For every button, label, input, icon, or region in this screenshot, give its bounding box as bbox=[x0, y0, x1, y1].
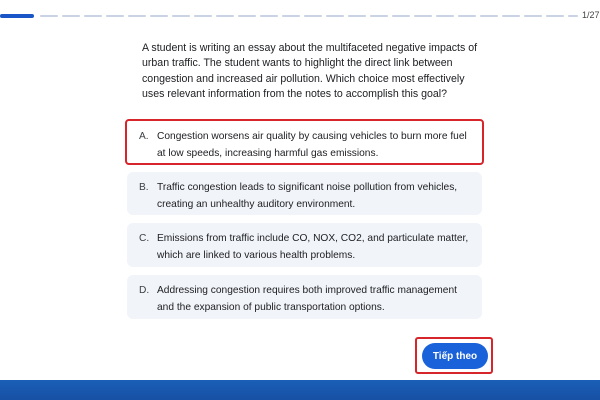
progress-segment bbox=[84, 15, 102, 17]
progress-segment bbox=[458, 15, 476, 17]
option-letter: D. bbox=[139, 285, 150, 296]
option-text: Addressing congestion requires both improved traffic management and the expansion of public transportation options. bbox=[157, 285, 457, 313]
progress-segment bbox=[172, 15, 190, 17]
next-button[interactable]: Tiếp theo bbox=[422, 343, 488, 369]
progress-segment bbox=[568, 15, 578, 17]
progress-segment bbox=[194, 15, 212, 17]
option-letter: C. bbox=[139, 233, 150, 244]
progress-segment bbox=[40, 15, 58, 17]
progress-segment bbox=[150, 15, 168, 17]
progress-fill bbox=[0, 14, 34, 18]
progress-segment bbox=[238, 15, 256, 17]
question-counter: 1/27 bbox=[582, 10, 600, 20]
progress-segment bbox=[326, 15, 344, 17]
progress-segment bbox=[348, 15, 366, 17]
progress-segment bbox=[480, 15, 498, 17]
progress-segment bbox=[62, 15, 80, 17]
progress-segment bbox=[216, 15, 234, 17]
progress-segment bbox=[128, 15, 146, 17]
progress-segment bbox=[546, 15, 564, 17]
progress-segment bbox=[502, 15, 520, 17]
progress-segment bbox=[282, 15, 300, 17]
progress-segment bbox=[106, 15, 124, 17]
progress-segment bbox=[260, 15, 278, 17]
option-text: Emissions from traffic include CO, NOX, CO2, and particulate matter, which are linked to various health problems. bbox=[157, 233, 469, 261]
answer-option-c[interactable] bbox=[127, 223, 482, 267]
progress-bar bbox=[0, 14, 582, 18]
option-text: Congestion worsens air quality by causing vehicles to burn more fuel at low speeds, increasing harmful gas emissions. bbox=[157, 131, 467, 159]
answer-option-b[interactable] bbox=[127, 172, 482, 215]
progress-segment bbox=[414, 15, 432, 17]
progress-segment bbox=[524, 15, 542, 17]
progress-segment bbox=[370, 15, 388, 17]
progress-segment bbox=[304, 15, 322, 17]
question-text: A student is writing an essay about the multifaceted negative impacts of urban traffic. The student wants to highlight the direct link between congestion and increased air pollution. Which choice most effectively uses relevant information from the notes to accomplish this goal? bbox=[142, 42, 478, 101]
progress-segment bbox=[392, 15, 410, 17]
option-letter: A. bbox=[139, 131, 149, 142]
option-text: Traffic congestion leads to significant noise pollution from vehicles, creating an unhealthy auditory environment. bbox=[157, 182, 458, 210]
answer-option-a[interactable] bbox=[127, 121, 482, 163]
answer-option-d[interactable] bbox=[127, 275, 482, 319]
progress-segment bbox=[436, 15, 454, 17]
bottom-band bbox=[0, 380, 600, 400]
option-letter: B. bbox=[139, 182, 149, 193]
